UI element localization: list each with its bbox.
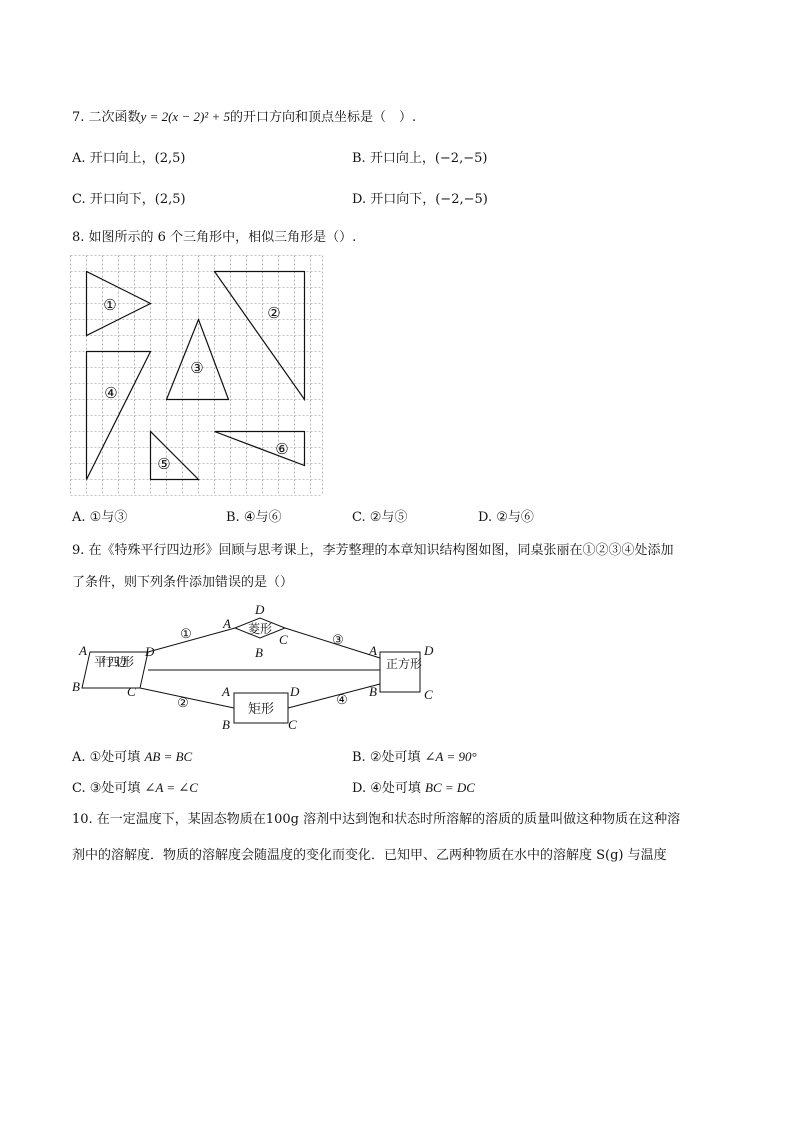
square-label: 正方形: [386, 657, 423, 671]
step-label-2: ②: [177, 695, 189, 710]
q9-option-d-expr: BC = DC: [425, 780, 475, 795]
q9-option-b-expr: ∠A = 90°: [424, 749, 477, 764]
q8-option-b[interactable]: B. ④与⑥: [226, 510, 282, 525]
q9-option-c-expr: ∠A = ∠C: [144, 780, 198, 795]
rhombus-label: 菱形: [248, 622, 273, 636]
q9-option-a-label: A. ①处可填: [72, 750, 141, 765]
q7-tail: 的开口方向和顶点坐标是（ ）.: [229, 110, 417, 125]
q9-option-b-label: B. ②处可填: [352, 750, 421, 765]
vertex-rhombus-c: C: [279, 632, 288, 647]
vertex-para-d: D: [145, 644, 155, 659]
q8-option-a[interactable]: A. ①与③: [72, 510, 128, 525]
q9-option-d-label: D. ④处可填: [352, 781, 421, 796]
q8-triangle-grid-figure: [70, 255, 323, 497]
q7-formula: y = 2(x − 2)² + 5: [140, 109, 230, 124]
vertex-rhombus-d: D: [255, 602, 265, 617]
vertex-rhombus-a: A: [223, 616, 231, 631]
q7-option-d[interactable]: [352, 192, 488, 208]
q7-option-b-value: (−2,−5): [434, 151, 488, 166]
triangle-3: [167, 320, 229, 400]
q9-option-a-expr: AB = BC: [144, 749, 193, 764]
q9-option-b[interactable]: [352, 749, 477, 766]
rectangle-label: 矩形: [248, 701, 275, 716]
q9-option-c[interactable]: [72, 780, 198, 797]
q7-lead: 7. 二次函数: [72, 110, 141, 125]
triangle-label-4: ④: [104, 386, 118, 402]
vertex-para-a: A: [79, 643, 87, 658]
triangle-label-3: ③: [190, 361, 204, 377]
q7-option-a-value: (2,5): [154, 151, 186, 166]
vertex-rect-b: B: [222, 717, 230, 732]
parallelogram-label: 平行四边形: [94, 655, 134, 669]
q9-knowledge-structure-diagram: [68, 600, 448, 740]
vertex-rect-c: C: [288, 717, 297, 732]
triangle-label-5: ⑤: [157, 457, 171, 473]
q10-line1: 10. 在一定温度下，某固态物质在100g 溶剂中达到饱和状态时所溶解的溶质的质量叫做这种物质在这种溶: [72, 812, 681, 827]
vertex-para-c: C: [127, 684, 136, 699]
step-label-1: ①: [180, 626, 192, 641]
q7-option-c[interactable]: [72, 192, 186, 208]
vertex-para-b: B: [72, 679, 80, 694]
q7-option-b[interactable]: [352, 151, 487, 167]
q7-option-b-label: B. 开口向上，: [352, 151, 435, 166]
q9-stem-line1: 9. 在《特殊平行四边形》回顾与思考课上，李芳整理的本章知识结构图如图，同桌张丽在①②③④处添加: [72, 543, 674, 558]
q7-option-a[interactable]: [72, 151, 185, 167]
edge-rectangle-square: [288, 684, 380, 708]
q7-option-d-label: D. 开口向下，: [352, 192, 436, 207]
vertex-square-c: C: [424, 687, 433, 702]
q8-option-d[interactable]: D. ②与⑥: [478, 510, 534, 525]
q7-option-d-value: (−2,−5): [435, 192, 488, 207]
q9-option-c-label: C. ③处可填: [72, 781, 141, 796]
q9-option-d[interactable]: [352, 780, 475, 797]
q9-option-a[interactable]: [72, 749, 192, 766]
vertex-square-b: B: [369, 684, 377, 699]
triangle-label-1: ①: [103, 298, 117, 314]
q7-stem: [72, 109, 416, 126]
triangle-6: [215, 432, 305, 466]
step-label-4: ④: [336, 692, 348, 707]
vertex-square-d: D: [424, 643, 434, 658]
triangle-label-2: ②: [267, 306, 281, 322]
q8-option-c[interactable]: C. ②与⑤: [352, 510, 408, 525]
vertex-rhombus-b: B: [255, 645, 263, 660]
q7-option-c-value: (2,5): [154, 192, 186, 207]
vertex-rect-a: A: [222, 684, 230, 699]
vertex-square-a: A: [369, 643, 377, 658]
q10-line2: 剂中的溶解度．物质的溶解度会随温度的变化而变化．已知甲、乙两种物质在水中的溶解度 S(g) 与温度: [72, 848, 667, 863]
q8-stem: 8. 如图所示的 6 个三角形中，相似三角形是（）.: [72, 230, 357, 245]
vertex-rect-d: D: [290, 684, 300, 699]
step-label-3: ③: [332, 632, 344, 647]
triangle-label-6: ⑥: [275, 442, 289, 458]
q7-option-a-label: A. 开口向上，: [72, 151, 155, 166]
q7-option-c-label: C. 开口向下，: [72, 192, 155, 207]
q9-stem-line2: 了条件，则下列条件添加错误的是（）: [72, 575, 294, 590]
